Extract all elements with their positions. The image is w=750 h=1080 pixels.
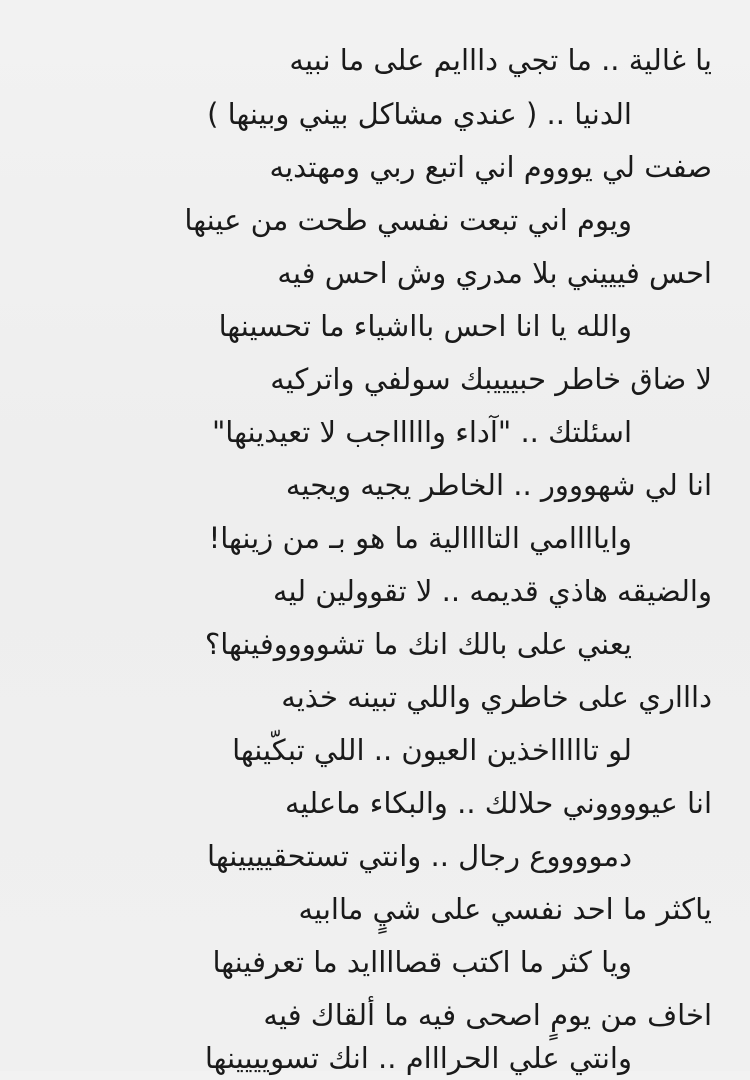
poem-line-18: ويا كثر ما اكتب قصاااايد ما تعرفينها [212, 945, 632, 979]
poem-line-11: والضيقه هاذي قديمه .. لا تقوولين ليه [272, 574, 712, 608]
poem-line-5: احس فيييني بلا مدري وش احس فيه [277, 256, 712, 290]
poem-line-13: داااري على خاطري واللي تبينه خذيه [281, 680, 712, 714]
poem-line-19: اخاف من يومٍ اصحى فيه ما ألقاك فيه [263, 998, 712, 1032]
poem-line-16: دمووووع رجال .. وانتي تستحقيييينها [207, 839, 632, 873]
poem-line-7: لا ضاق خاطر حبيييبك سولفي واتركيه [270, 362, 712, 396]
poem-line-9: انا لي شهووور .. الخاطر يجيه ويجيه [285, 468, 712, 502]
poem-line-12: يعني على بالك انك ما تشووووفينها؟ [204, 627, 632, 661]
poem-line-3: صفت لي يوووم اني اتبع ربي ومهتديه [269, 150, 712, 184]
poem-line-20: وانتي علي الحرااام .. انك تسويييينها [204, 1041, 632, 1075]
poem-line-6: والله يا انا احس بااشياء ما تحسينها [218, 309, 632, 343]
poem-line-2: الدنيا .. ( عندي مشاكل بيني وبينها ) [207, 97, 632, 131]
poem-line-10: واياااامي التاااالية ما هو بـ من زينها! [208, 521, 632, 555]
poem-line-8: اسئلتك .. "آداء واااااجب لا تعيدينها" [211, 415, 632, 449]
poem-line-1: يا غالية .. ما تجي دااايم على ما نبيه [289, 43, 712, 77]
poem-line-15: انا عيووووني حلالك .. والبكاء ماعليه [285, 786, 712, 820]
poem-line-4: ويوم اني تبعت نفسي طحت من عينها [184, 203, 632, 237]
poem-line-14: لو تاااااخذين العيون .. اللي تبكّينها [232, 733, 632, 767]
poem-line-17: ياكثر ما احد نفسي على شيٍ ماابيه [298, 892, 712, 926]
